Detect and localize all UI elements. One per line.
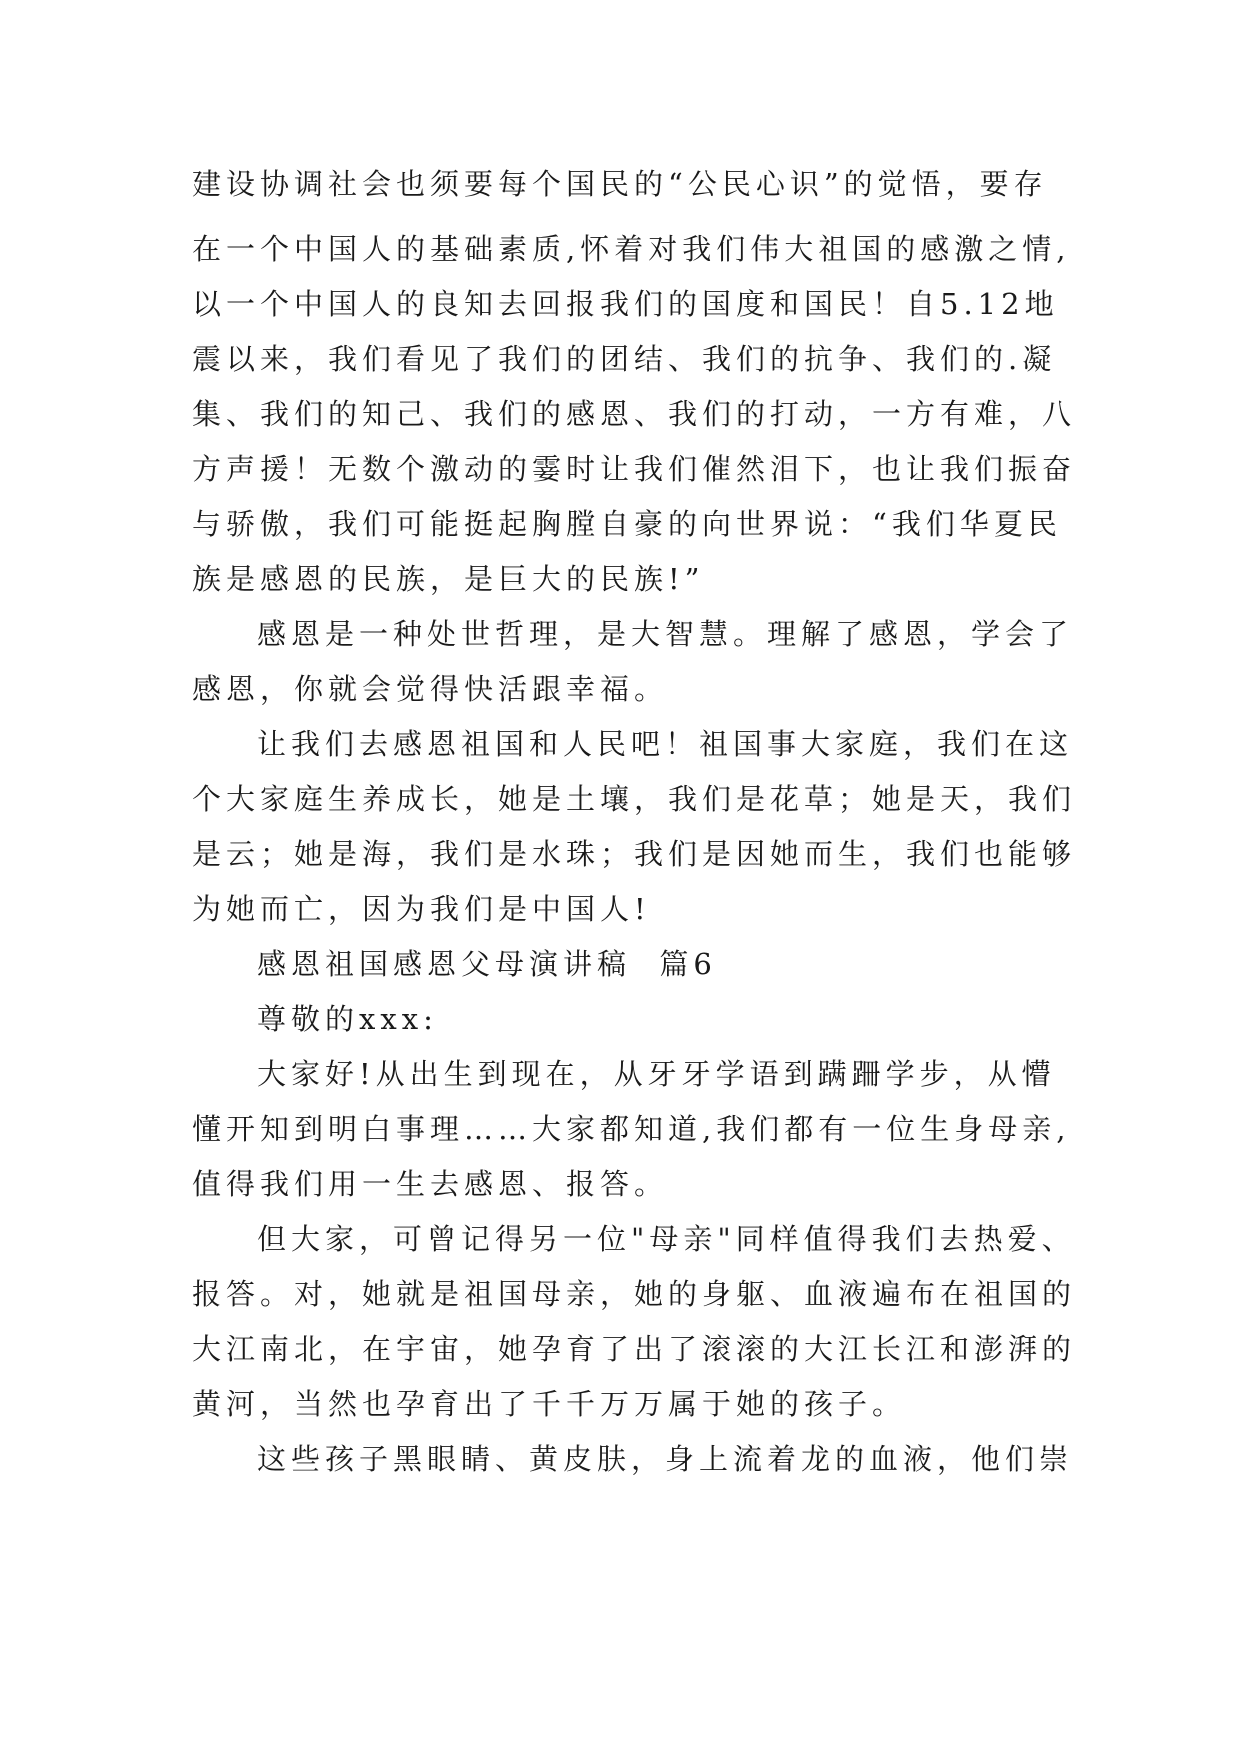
text-line: 以一个中国人的良知去回报我们的国度和国民！自5.12地 — [192, 287, 1059, 321]
text-line: 个大家庭生养成长，她是土壤，我们是花草；她是天，我们 — [192, 782, 1077, 816]
text-line: 方声援！无数个激动的霎时让我们催然泪下，也让我们振奋 — [192, 452, 1077, 486]
paragraph-first-line: 但大家，可曾记得另一位"母亲"同样值得我们去热爱、 — [257, 1222, 1076, 1256]
text-line: 震以来，我们看见了我们的团结、我们的抗争、我们的.凝 — [192, 342, 1057, 376]
text-line: 大江南北，在宇宙，她孕育了出了滚滚的大江长江和澎湃的 — [192, 1332, 1077, 1366]
text-line: 感恩，你就会觉得快活跟幸福。 — [192, 672, 669, 706]
text-line: 报答。对，她就是祖国母亲，她的身躯、血液遍布在祖国的 — [192, 1277, 1077, 1311]
paragraph-first-line: 大家好!从出生到现在，从牙牙学语到蹒跚学步，从懵 — [257, 1057, 1056, 1091]
paragraph-first-line: 这些孩子黑眼睛、黄皮肤，身上流着龙的血液，他们崇 — [257, 1442, 1074, 1476]
text-line: 族是感恩的民族，是巨大的民族!” — [192, 562, 705, 596]
salutation: 尊敬的xxx: — [257, 1002, 438, 1036]
section-heading: 感恩祖国感恩父母演讲稿 篇6 — [257, 947, 717, 981]
paragraph-first-line: 让我们去感恩祖国和人民吧！祖国事大家庭，我们在这 — [257, 727, 1074, 761]
text-line: 集、我们的知己、我们的感恩、我们的打动，一方有难，八 — [192, 397, 1077, 431]
paragraph-first-line: 感恩是一种处世哲理，是大智慧。理解了感恩，学会了 — [257, 617, 1074, 651]
text-line: 与骄傲，我们可能挺起胸膛自豪的向世界说：“我们华夏民 — [192, 507, 1062, 541]
text-line: 懂开知到明白事理……大家都知道,我们都有一位生身母亲, — [192, 1112, 1071, 1146]
text-line: 是云；她是海，我们是水珠；我们是因她而生，我们也能够 — [192, 837, 1077, 871]
text-line: 建设协调社会也须要每个国民的“公民心识”的觉悟，要存 — [192, 167, 1048, 201]
text-line: 黄河，当然也孕育出了千千万万属于她的孩子。 — [192, 1387, 907, 1421]
text-line: 在一个中国人的基础素质,怀着对我们伟大祖国的感激之情, — [192, 232, 1071, 266]
text-line: 为她而亡，因为我们是中国人! — [192, 892, 651, 926]
text-line: 值得我们用一生去感恩、报答。 — [192, 1167, 669, 1201]
